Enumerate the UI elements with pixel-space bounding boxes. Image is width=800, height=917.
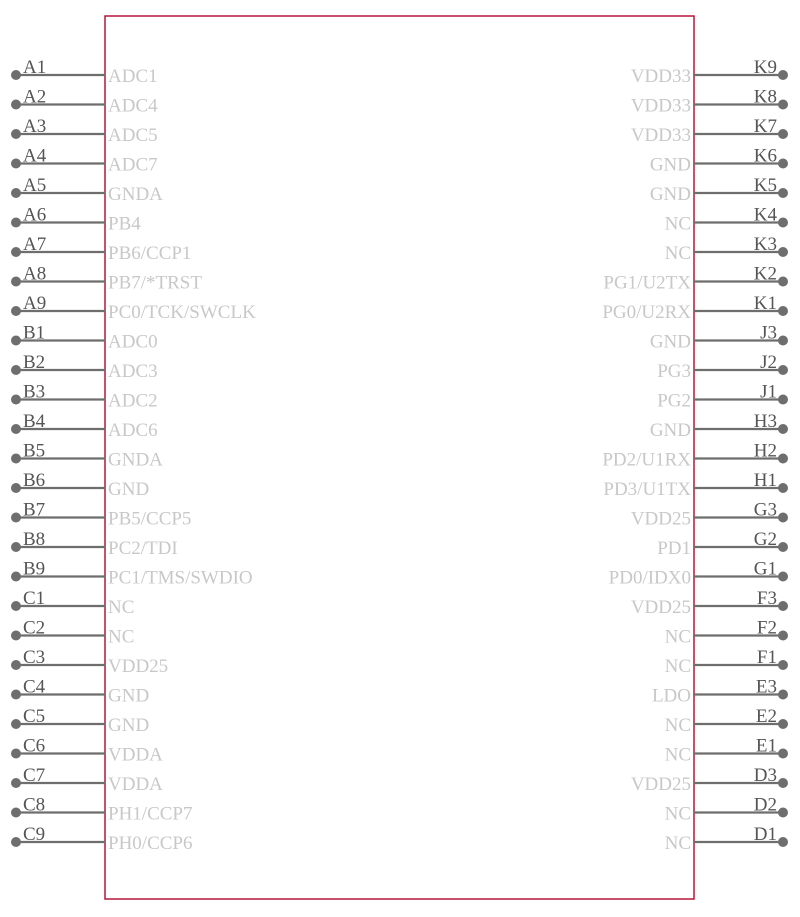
pin-number: A1 — [23, 57, 47, 78]
pin-end-dot — [778, 395, 788, 405]
pin-name: LDO — [651, 685, 691, 707]
pin-number: J2 — [760, 352, 777, 373]
pin-end-dot — [11, 365, 21, 375]
pin-name: PB7/*TRST — [108, 272, 202, 294]
pin-end-dot — [11, 100, 21, 110]
pin-end-dot — [11, 483, 21, 493]
pin-name: PG0/U2RX — [602, 302, 691, 323]
left-pin-A7 — [11, 234, 191, 264]
pin-number: C8 — [23, 794, 46, 816]
left-pin-A8 — [11, 264, 202, 294]
pin-number: A2 — [23, 86, 47, 108]
left-pin-A6 — [11, 205, 141, 235]
pin-end-dot — [11, 601, 21, 611]
left-pin-B7 — [11, 500, 191, 530]
pin-end-dot — [778, 690, 788, 700]
left-pin-B9 — [11, 559, 253, 589]
left-pin-C3 — [11, 647, 168, 677]
pin-end-dot — [11, 778, 21, 788]
pin-name: PG3 — [657, 361, 691, 382]
pin-number: B2 — [23, 352, 46, 373]
left-pin-B1 — [11, 323, 158, 353]
left-pin-A9 — [11, 293, 256, 323]
right-pin-K4 — [665, 205, 788, 235]
pin-end-dot — [778, 159, 788, 169]
pin-number: K1 — [753, 293, 777, 314]
pin-name: GNDA — [108, 449, 163, 471]
pin-name: NC — [664, 744, 691, 766]
right-pin-D1 — [665, 824, 788, 854]
pin-name: PB4 — [108, 213, 141, 235]
right-pin-group — [602, 57, 788, 854]
pin-end-dot — [778, 542, 788, 552]
right-pin-J2 — [657, 352, 788, 382]
pin-number: B7 — [23, 499, 46, 521]
pin-name: NC — [108, 626, 135, 648]
right-pin-H2 — [602, 441, 788, 471]
pin-number: A5 — [23, 175, 47, 196]
pin-number: C6 — [23, 735, 46, 757]
pin-number: F3 — [756, 588, 777, 609]
pin-end-dot — [778, 247, 788, 257]
pin-end-dot — [11, 336, 21, 346]
pin-end-dot — [778, 424, 788, 434]
pin-end-dot — [11, 70, 21, 80]
pin-number: F1 — [756, 647, 777, 668]
left-pin-A1 — [11, 57, 158, 87]
pin-name: ADC7 — [108, 154, 158, 176]
pin-number: A6 — [23, 204, 47, 226]
pin-name: GND — [649, 420, 691, 441]
pin-end-dot — [778, 483, 788, 493]
right-pin-K9 — [631, 57, 788, 87]
pin-end-dot — [778, 778, 788, 788]
pin-number: A8 — [23, 263, 47, 285]
pin-name: NC — [664, 833, 691, 854]
pin-number: A7 — [23, 234, 47, 255]
right-pin-E2 — [665, 706, 788, 736]
pin-number: F2 — [756, 617, 777, 639]
pin-number: E3 — [755, 676, 777, 698]
pin-number: H3 — [753, 411, 777, 432]
pin-number: D2 — [753, 794, 777, 816]
pin-name: NC — [664, 213, 691, 235]
pin-number: K4 — [753, 204, 777, 226]
pin-end-dot — [11, 159, 21, 169]
pin-name: VDD33 — [630, 125, 691, 146]
right-pin-J3 — [650, 323, 788, 353]
pin-number: D1 — [753, 824, 777, 845]
pin-name: VDD25 — [630, 508, 691, 530]
pin-number: C4 — [23, 676, 46, 698]
right-pin-D3 — [631, 765, 788, 795]
pin-number: J1 — [760, 381, 777, 403]
left-pin-C9 — [11, 824, 192, 854]
pin-name: VDDA — [108, 774, 163, 795]
right-pin-K8 — [631, 87, 788, 117]
pin-number: C2 — [23, 617, 46, 639]
pin-end-dot — [11, 513, 21, 523]
pin-name: PC1/TMS/SWDIO — [108, 567, 253, 589]
right-pin-H3 — [650, 411, 788, 441]
pin-end-dot — [11, 660, 21, 670]
pin-number: D3 — [753, 765, 777, 786]
left-pin-B8 — [11, 529, 178, 559]
right-pin-F1 — [665, 647, 788, 677]
pin-end-dot — [778, 601, 788, 611]
pin-number: G2 — [753, 529, 777, 550]
left-pin-C7 — [11, 765, 163, 795]
pin-end-dot — [778, 631, 788, 641]
pin-number: B6 — [23, 470, 46, 491]
pin-number: C5 — [23, 706, 46, 727]
pin-end-dot — [11, 395, 21, 405]
left-pin-C4 — [11, 677, 149, 707]
pin-end-dot — [778, 808, 788, 818]
pin-end-dot — [778, 306, 788, 316]
right-pin-K7 — [631, 116, 788, 146]
pin-name: ADC5 — [108, 125, 158, 146]
left-pin-A2 — [11, 87, 158, 117]
pin-name: PG2 — [657, 390, 691, 412]
pin-number: K7 — [753, 116, 777, 137]
pin-name: PB6/CCP1 — [108, 243, 192, 264]
pin-number: K5 — [753, 175, 777, 196]
pin-end-dot — [11, 719, 21, 729]
pin-number: C1 — [23, 588, 46, 609]
pin-end-dot — [778, 660, 788, 670]
pin-end-dot — [11, 188, 21, 198]
pin-end-dot — [11, 542, 21, 552]
pin-name: PB5/CCP5 — [108, 508, 192, 530]
pin-end-dot — [11, 808, 21, 818]
pin-name: VDD25 — [108, 656, 169, 677]
pin-number: B3 — [23, 381, 46, 403]
pin-end-dot — [11, 247, 21, 257]
pin-end-dot — [778, 572, 788, 582]
pin-number: K3 — [753, 234, 777, 255]
right-pin-E3 — [652, 677, 788, 707]
pin-number: K9 — [753, 57, 777, 78]
left-pin-C8 — [11, 795, 192, 825]
pin-name: PG1/U2TX — [603, 272, 691, 294]
pin-number: E1 — [755, 735, 777, 757]
left-pin-group — [11, 57, 256, 854]
pin-name: PD1 — [657, 538, 691, 559]
right-pin-J1 — [657, 382, 788, 412]
left-pin-C5 — [11, 706, 149, 736]
pin-end-dot — [11, 306, 21, 316]
left-pin-B3 — [11, 382, 158, 412]
pin-number: G1 — [753, 558, 777, 580]
pin-name: ADC2 — [108, 390, 158, 412]
pin-number: A3 — [23, 116, 47, 137]
pin-name: GND — [649, 331, 691, 353]
pin-number: G3 — [753, 499, 777, 521]
pin-end-dot — [778, 100, 788, 110]
pin-number: K6 — [753, 145, 777, 167]
pin-end-dot — [11, 218, 21, 228]
pin-end-dot — [11, 454, 21, 464]
pin-number: B5 — [23, 440, 46, 462]
pin-end-dot — [778, 70, 788, 80]
pin-name: ADC4 — [108, 95, 158, 117]
pin-name: PH1/CCP7 — [108, 803, 193, 825]
right-pin-F2 — [665, 618, 788, 648]
left-pin-B6 — [11, 470, 149, 500]
right-pin-F3 — [631, 588, 788, 618]
right-pin-K3 — [665, 234, 788, 264]
pin-number: B8 — [23, 529, 46, 550]
right-pin-E1 — [665, 736, 788, 766]
left-pin-C2 — [11, 618, 134, 648]
pin-name: PD3/U1TX — [603, 479, 691, 500]
pin-name: VDD25 — [630, 774, 691, 795]
pin-name: GND — [649, 154, 691, 176]
pin-name: GND — [108, 715, 150, 736]
right-pin-G2 — [657, 529, 788, 559]
pin-end-dot — [778, 277, 788, 287]
pin-number: B1 — [23, 322, 46, 344]
pin-end-dot — [778, 218, 788, 228]
pin-name: PC0/TCK/SWCLK — [108, 302, 256, 323]
right-pin-H1 — [603, 470, 788, 500]
pin-end-dot — [778, 188, 788, 198]
pin-name: VDDA — [108, 744, 163, 766]
pin-number: B4 — [23, 411, 46, 432]
left-pin-C1 — [11, 588, 134, 618]
pin-name: NC — [664, 243, 691, 264]
pin-name: VDD33 — [630, 66, 691, 87]
right-pin-K5 — [650, 175, 788, 205]
pin-name: NC — [108, 597, 135, 618]
pin-name: PD0/IDX0 — [608, 567, 691, 589]
pin-name: GND — [108, 479, 150, 500]
pin-number: C9 — [23, 824, 46, 845]
pin-name: ADC1 — [108, 66, 158, 87]
pin-name: NC — [664, 715, 691, 736]
pin-name: NC — [664, 803, 691, 825]
pin-number: E2 — [755, 706, 777, 727]
left-pin-C6 — [11, 736, 163, 766]
pin-end-dot — [11, 277, 21, 287]
left-pin-A5 — [11, 175, 163, 205]
pin-number: C3 — [23, 647, 46, 668]
right-pin-G3 — [631, 500, 788, 530]
pin-name: ADC0 — [108, 331, 158, 353]
pin-end-dot — [778, 454, 788, 464]
right-pin-D2 — [665, 795, 788, 825]
pin-name: VDD25 — [630, 597, 691, 618]
pin-end-dot — [11, 424, 21, 434]
pin-name: PH0/CCP6 — [108, 833, 193, 854]
pin-end-dot — [11, 749, 21, 759]
right-pin-G1 — [609, 559, 788, 589]
pin-number: A4 — [23, 145, 47, 167]
pin-number: C7 — [23, 765, 46, 786]
left-pin-A4 — [11, 146, 158, 176]
pin-end-dot — [778, 837, 788, 847]
pin-end-dot — [11, 572, 21, 582]
pin-end-dot — [11, 631, 21, 641]
pin-end-dot — [11, 690, 21, 700]
pin-name: PC2/TDI — [108, 538, 178, 559]
right-pin-K2 — [603, 264, 788, 294]
pin-number: J3 — [760, 322, 777, 344]
right-pin-K6 — [650, 146, 788, 176]
right-pin-K1 — [602, 293, 788, 323]
pin-end-dot — [11, 129, 21, 139]
pin-end-dot — [778, 749, 788, 759]
pin-name: GNDA — [108, 184, 163, 205]
pin-number: A9 — [23, 293, 47, 314]
left-pin-B2 — [11, 352, 158, 382]
pin-name: VDD33 — [630, 95, 691, 117]
pin-name: PD2/U1RX — [602, 449, 691, 471]
pin-name: ADC6 — [108, 420, 158, 441]
pin-name: GND — [108, 685, 150, 707]
pin-name: GND — [649, 184, 691, 205]
pin-name: NC — [664, 656, 691, 677]
pin-name: NC — [664, 626, 691, 648]
pin-number: H1 — [753, 470, 777, 491]
pin-end-dot — [778, 719, 788, 729]
pin-end-dot — [778, 336, 788, 346]
pin-name: ADC3 — [108, 361, 158, 382]
pin-end-dot — [11, 837, 21, 847]
left-pin-A3 — [11, 116, 158, 146]
pin-number: K2 — [753, 263, 777, 285]
pin-end-dot — [778, 129, 788, 139]
left-pin-B4 — [11, 411, 158, 441]
pin-number: B9 — [23, 558, 46, 580]
left-pin-B5 — [11, 441, 163, 471]
pin-number: K8 — [753, 86, 777, 108]
pin-end-dot — [778, 513, 788, 523]
pin-end-dot — [778, 365, 788, 375]
pin-number: H2 — [753, 440, 777, 462]
